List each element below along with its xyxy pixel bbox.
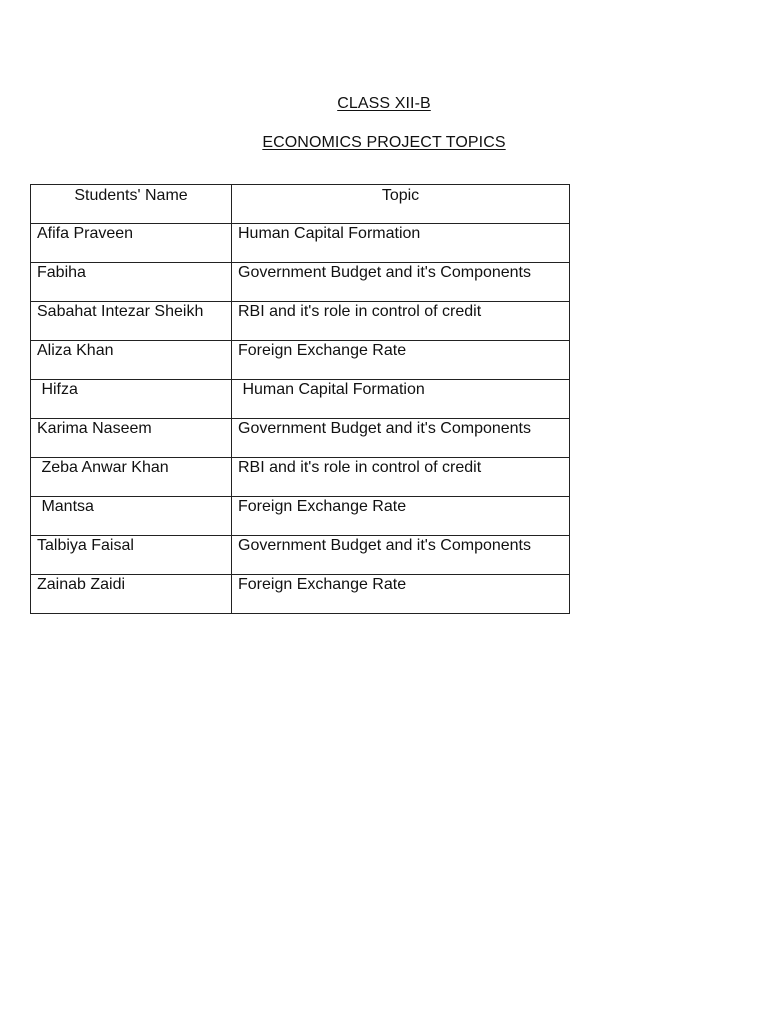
topic-cell: RBI and it's role in control of credit	[232, 302, 570, 341]
table-row	[31, 263, 570, 302]
topic-cell: Human Capital Formation	[232, 224, 570, 263]
table-row	[31, 497, 570, 536]
student-name-cell: Mantsa	[31, 497, 232, 536]
project-title: ECONOMICS PROJECT TOPICS	[262, 134, 506, 151]
column-header-students-name: Students' Name	[31, 185, 232, 224]
table-row	[31, 575, 570, 614]
table-row	[31, 419, 570, 458]
class-title: CLASS XII-B	[337, 95, 431, 112]
table-row	[31, 341, 570, 380]
topic-cell: Government Budget and it's Components	[232, 419, 570, 458]
table-row	[31, 224, 570, 263]
student-name-cell: Afifa Praveen	[31, 224, 232, 263]
column-header-topic: Topic	[232, 185, 570, 224]
table-header-row	[31, 185, 570, 224]
topic-cell: Foreign Exchange Rate	[232, 575, 570, 614]
student-name-cell: Karima Naseem	[31, 419, 232, 458]
table-row	[31, 380, 570, 419]
project-topics-table	[30, 184, 570, 614]
topic-cell: Human Capital Formation	[232, 380, 570, 419]
table-row	[31, 536, 570, 575]
topic-cell: Government Budget and it's Components	[232, 263, 570, 302]
table-row	[31, 302, 570, 341]
student-name-cell: Aliza Khan	[31, 341, 232, 380]
student-name-cell: Fabiha	[31, 263, 232, 302]
topic-cell: Government Budget and it's Components	[232, 536, 570, 575]
student-name-cell: Zainab Zaidi	[31, 575, 232, 614]
student-name-cell: Zeba Anwar Khan	[31, 458, 232, 497]
topic-cell: Foreign Exchange Rate	[232, 341, 570, 380]
student-name-cell: Talbiya Faisal	[31, 536, 232, 575]
student-name-cell: Sabahat Intezar Sheikh	[31, 302, 232, 341]
topic-cell: RBI and it's role in control of credit	[232, 458, 570, 497]
table-row	[31, 458, 570, 497]
student-name-cell: Hifza	[31, 380, 232, 419]
table-body	[31, 224, 570, 614]
topic-cell: Foreign Exchange Rate	[232, 497, 570, 536]
